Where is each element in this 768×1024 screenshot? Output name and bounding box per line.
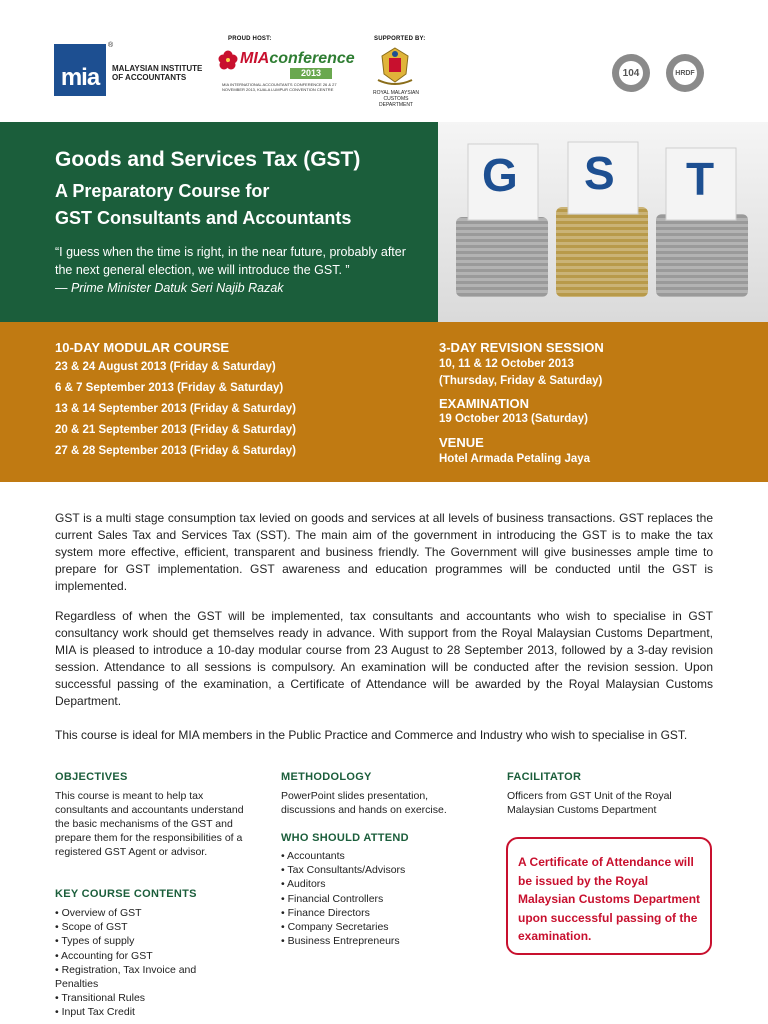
customs-crest-icon xyxy=(374,44,416,88)
conference-name-b: conference xyxy=(269,50,355,67)
list-item: • Financial Controllers xyxy=(281,892,481,906)
intro-paragraph-2: Regardless of when the GST will be implemented, tax consultants and accountants who wish to specialise in GST consultancy work should get themselves ready in advance. With support from the Royal Malaysian Customs Department, MIA is pleased to introduce a 10-day modular course from 23 August to 28 September 2013, followed by a 3-day revision session. Attendance to all sessions is compulsory. An examination will be conducted after the revision session. Upon successful passing of the examination, a Certificate of Attendance will be awarded by the Royal Malaysian Customs Department. xyxy=(55,609,713,708)
hrdf-badge xyxy=(666,54,704,92)
supported-by-label: SUPPORTED BY: xyxy=(374,36,426,42)
list-item: • Tax Consultants/Advisors xyxy=(281,863,481,877)
key-contents-list xyxy=(55,906,235,1020)
facilitator-heading: FACILITATOR xyxy=(507,771,582,783)
examination-date: 19 October 2013 (Saturday) xyxy=(439,413,588,425)
attendees-list xyxy=(281,849,481,948)
course-subtitle xyxy=(55,178,425,232)
modular-course-heading: 10-DAY MODULAR COURSE xyxy=(55,340,230,355)
mia-logo xyxy=(54,44,106,96)
photo-letter-g: G xyxy=(482,149,518,201)
intro-paragraph-3: This course is ideal for MIA members in the Public Practice and Commerce and Industry who wish to specialise in GST. xyxy=(55,728,688,742)
list-item: • Types of supply xyxy=(55,934,235,948)
coin-stack-1 xyxy=(456,217,548,297)
list-item: • Transitional Rules xyxy=(55,991,235,1005)
course-subtitle-line1: A Preparatory Course for xyxy=(55,181,270,201)
revision-dates: 10, 11 & 12 October 2013 xyxy=(439,358,574,370)
key-contents-heading: KEY COURSE CONTENTS xyxy=(55,888,197,900)
modular-date-2: 6 & 7 September 2013 (Friday & Saturday) xyxy=(55,382,284,394)
objectives-text: This course is meant to help tax consultants and accountants understand the basic mechanisms of the GST and prepare them for the responsibilities of a registered GST Agent or advisor. xyxy=(55,790,244,858)
methodology-text: PowerPoint slides presentation, discussions and hands on exercise. xyxy=(281,790,447,816)
venue-heading: VENUE xyxy=(439,435,484,450)
photo-letter-s: S xyxy=(584,147,615,199)
methodology-heading: METHODOLOGY xyxy=(281,771,372,783)
conference-subtitle: MIA INTERNATIONAL ACCOUNTANTS CONFERENCE 26 & 27 NOVEMBER 2013, KUALA LUMPUR CONVENTION CENTRE xyxy=(222,82,337,92)
conference-year: 2013 xyxy=(290,68,332,79)
who-should-attend-heading: WHO SHOULD ATTEND xyxy=(281,832,409,844)
modular-date-5: 27 & 28 September 2013 (Friday & Saturday) xyxy=(55,445,296,457)
list-item: • Auditors xyxy=(281,877,481,891)
registered-mark: ® xyxy=(108,42,114,49)
cpe-hours-value: 104 xyxy=(619,61,643,85)
conference-name-a: MIA xyxy=(240,50,270,67)
mia-logo-text: mia xyxy=(60,64,100,91)
conference-title xyxy=(240,50,355,68)
modular-date-1: 23 & 24 August 2013 (Friday & Saturday) xyxy=(55,361,276,373)
list-item: • Accountants xyxy=(281,849,481,863)
certificate-notice: A Certificate of Attendance will be issued by the Royal Malaysian Customs Department upon successful passing of the examination. xyxy=(518,855,701,943)
list-item: • Overview of GST xyxy=(55,906,235,920)
quote-author: — Prime Minister Datuk Seri Najib Razak xyxy=(55,281,284,295)
hibiscus-icon xyxy=(218,50,238,70)
intro-paragraph-1: GST is a multi stage consumption tax levied on goods and services at all levels of business transactions. GST replaces the current Sales Tax and Services Tax (SST). The main aim of the government in introducing the GST is to make the tax system more effective, efficient, transparent and business friendly. The Government will give businesses ample time to prepare for GST implementation. GST awareness and education programmes will be conducted until the GST is implemented. xyxy=(55,511,713,593)
course-title: Goods and Services Tax (GST) xyxy=(55,148,361,171)
photo-letter-t: T xyxy=(686,153,715,205)
coin-stack-3 xyxy=(656,214,748,297)
mia-institute-name: MALAYSIAN INSTITUTE OF ACCOUNTANTS xyxy=(112,64,203,82)
coin-stack-2 xyxy=(556,207,648,297)
list-item: • Input Tax Credit xyxy=(55,1005,235,1019)
hrdf-value: HRDF xyxy=(673,61,697,85)
cpe-hours-badge xyxy=(612,54,650,92)
pm-quote: “I guess when the time is right, in the near future, probably after the next general election, we will introduce the GST. ” xyxy=(55,245,406,277)
facilitator-text: Officers from GST Unit of the Royal Malaysian Customs Department xyxy=(507,790,672,816)
customs-department-name: ROYAL MALAYSIAN CUSTOMS DEPARTMENT xyxy=(372,90,420,108)
examination-heading: EXAMINATION xyxy=(439,396,530,411)
list-item: • Scope of GST xyxy=(55,920,235,934)
list-item: • Accounting for GST xyxy=(55,949,235,963)
venue-name: Hotel Armada Petaling Jaya xyxy=(439,453,591,465)
modular-date-3: 13 & 14 September 2013 (Friday & Saturday) xyxy=(55,403,296,415)
revision-session-heading: 3-DAY REVISION SESSION xyxy=(439,340,604,355)
revision-days: (Thursday, Friday & Saturday) xyxy=(439,375,603,387)
list-item: • Business Entrepreneurs xyxy=(281,934,481,948)
objectives-heading: OBJECTIVES xyxy=(55,771,128,783)
course-subtitle-line2: GST Consultants and Accountants xyxy=(55,208,352,228)
list-item: • Registration, Tax Invoice and Penalties xyxy=(55,963,235,991)
certificate-notice-box xyxy=(506,837,712,955)
proud-host-label: PROUD HOST: xyxy=(228,36,272,42)
list-item: • Finance Directors xyxy=(281,906,481,920)
modular-date-4: 20 & 21 September 2013 (Friday & Saturday) xyxy=(55,424,296,436)
list-item: • Company Secretaries xyxy=(281,920,481,934)
